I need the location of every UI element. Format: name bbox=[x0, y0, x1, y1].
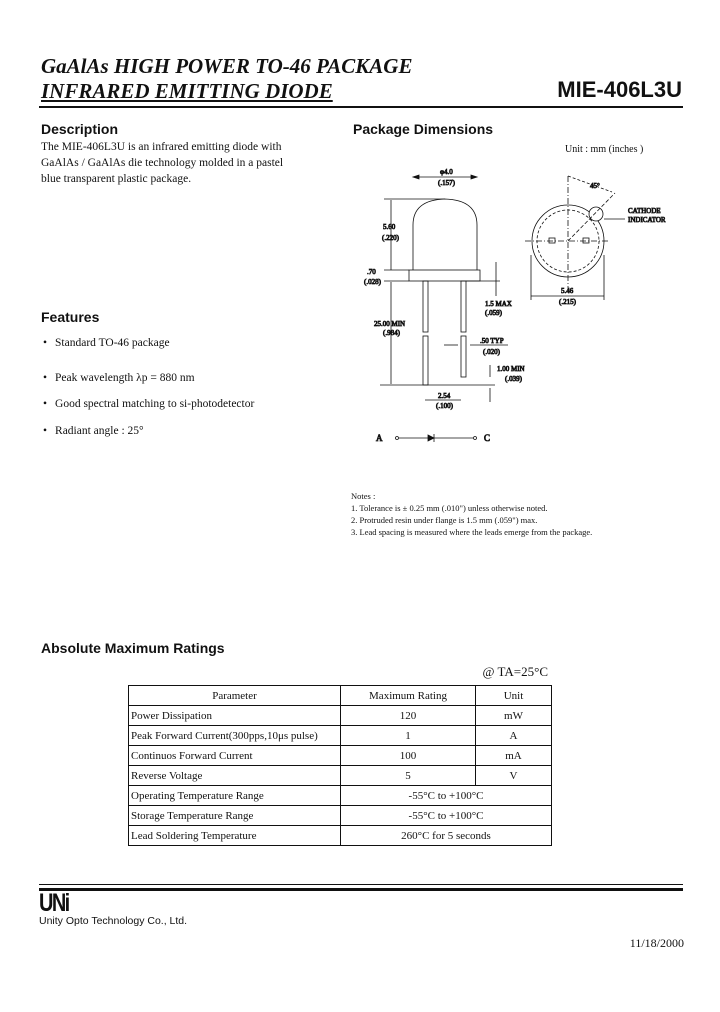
dim-resin-in: (.059) bbox=[485, 309, 502, 317]
cell: Power Dissipation bbox=[129, 706, 341, 726]
dim-lead-width: .50 TYP bbox=[480, 337, 504, 345]
dim-flange-in: (.028) bbox=[364, 278, 381, 286]
description-text: The MIE-406L3U is an infrared emitting diode with GaAlAs / GaAlAs die technology molded in a pastel blue transparent plastic package. bbox=[41, 141, 284, 185]
table-row bbox=[129, 806, 552, 826]
cell: mA bbox=[476, 746, 552, 766]
note-item: 1. Tolerance is ± 0.25 mm (.010") unless otherwise noted. bbox=[351, 503, 548, 513]
top-view bbox=[525, 176, 666, 306]
ratings-condition: @ TA=25°C bbox=[482, 664, 548, 679]
dim-lead-length: 25.00 MIN bbox=[374, 320, 406, 328]
dim-lead-length-in: (.984) bbox=[383, 329, 400, 337]
dim-width: 5.46 bbox=[561, 287, 574, 295]
dim-diameter-in: (.157) bbox=[438, 179, 455, 187]
cell: 120 bbox=[341, 706, 476, 726]
side-view bbox=[364, 168, 525, 410]
cell: mW bbox=[476, 706, 552, 726]
feature-item: • Standard TO-46 package bbox=[41, 337, 170, 349]
cell: 1 bbox=[341, 726, 476, 746]
ratings-table bbox=[128, 685, 552, 846]
cell: -55°C to +100°C bbox=[341, 806, 552, 826]
cell: Reverse Voltage bbox=[129, 766, 341, 786]
notes bbox=[351, 490, 592, 538]
cell: Operating Temperature Range bbox=[129, 786, 341, 806]
cell: Peak Forward Current(300pps,10μs pulse) bbox=[129, 726, 341, 746]
column-header: Parameter bbox=[129, 686, 341, 706]
dim-lead-width-in: (.020) bbox=[483, 348, 500, 356]
company-name: Unity Opto Technology Co., Ltd. bbox=[39, 915, 188, 927]
dim-height: 5.60 bbox=[383, 223, 396, 231]
column-header: Unit bbox=[476, 686, 552, 706]
feature-item: • Peak wavelength λp = 880 nm bbox=[41, 372, 195, 384]
footer-rule-thick bbox=[39, 888, 683, 891]
table-row bbox=[129, 726, 552, 746]
cell: Storage Temperature Range bbox=[129, 806, 341, 826]
cell: Continuos Forward Current bbox=[129, 746, 341, 766]
dim-spacing: 2.54 bbox=[438, 392, 451, 400]
diode-symbol bbox=[376, 433, 490, 443]
title-line-2: INFRARED EMITTING DIODE bbox=[41, 79, 333, 103]
dim-spacing-in: (.100) bbox=[436, 402, 453, 410]
features-heading: Features bbox=[41, 309, 100, 325]
cathode-label: C bbox=[484, 433, 491, 443]
cathode-indicator-label-2: INDICATOR bbox=[628, 216, 666, 224]
notes-heading: Notes : bbox=[351, 491, 376, 501]
ratings-heading: Absolute Maximum Ratings bbox=[41, 640, 225, 656]
dim-lead-diff: 1.00 MIN bbox=[497, 365, 525, 373]
unit-label: Unit : mm (inches ) bbox=[565, 144, 644, 155]
note-item: 3. Lead spacing is measured where the leads emerge from the package. bbox=[351, 527, 593, 537]
dim-width-in: (.215) bbox=[559, 298, 576, 306]
package-drawing bbox=[0, 0, 720, 480]
table-row bbox=[129, 706, 552, 726]
feature-item: • Radiant angle : 25° bbox=[41, 425, 144, 437]
footer-rule-thin bbox=[39, 884, 683, 885]
document-date: 11/18/2000 bbox=[629, 936, 684, 950]
cell: V bbox=[476, 766, 552, 786]
title-line-1: GaAlAs HIGH POWER TO-46 PACKAGE bbox=[41, 54, 413, 78]
cell: 100 bbox=[341, 746, 476, 766]
cell: 5 bbox=[341, 766, 476, 786]
table-row bbox=[129, 766, 552, 786]
column-header: Maximum Rating bbox=[341, 686, 476, 706]
dim-diameter: φ4.0 bbox=[440, 168, 453, 176]
cell: Lead Soldering Temperature bbox=[129, 826, 341, 846]
feature-item: • Good spectral matching to si-photodetector bbox=[41, 398, 254, 410]
dim-lead-diff-in: (.039) bbox=[505, 375, 522, 383]
table-header-row bbox=[129, 686, 552, 706]
package-heading: Package Dimensions bbox=[353, 121, 494, 137]
table-row bbox=[129, 826, 552, 846]
cell: A bbox=[476, 726, 552, 746]
dim-height-in: (.220) bbox=[382, 234, 399, 242]
dim-flange: .70 bbox=[367, 268, 376, 276]
dim-angle: 45° bbox=[590, 182, 600, 190]
cell: -55°C to +100°C bbox=[341, 786, 552, 806]
anode-label: A bbox=[376, 433, 383, 443]
cell: 260°C for 5 seconds bbox=[341, 826, 552, 846]
company-logo: UNi bbox=[39, 889, 69, 917]
note-item: 2. Protruded resin under flange is 1.5 mm (.059") max. bbox=[351, 515, 538, 525]
cathode-indicator-label: CATHODE bbox=[628, 207, 661, 215]
description-heading: Description bbox=[41, 121, 119, 137]
dim-resin: 1.5 MAX bbox=[485, 300, 512, 308]
table-row bbox=[129, 786, 552, 806]
part-number: MIE-406L3U bbox=[557, 77, 682, 102]
table-row bbox=[129, 746, 552, 766]
